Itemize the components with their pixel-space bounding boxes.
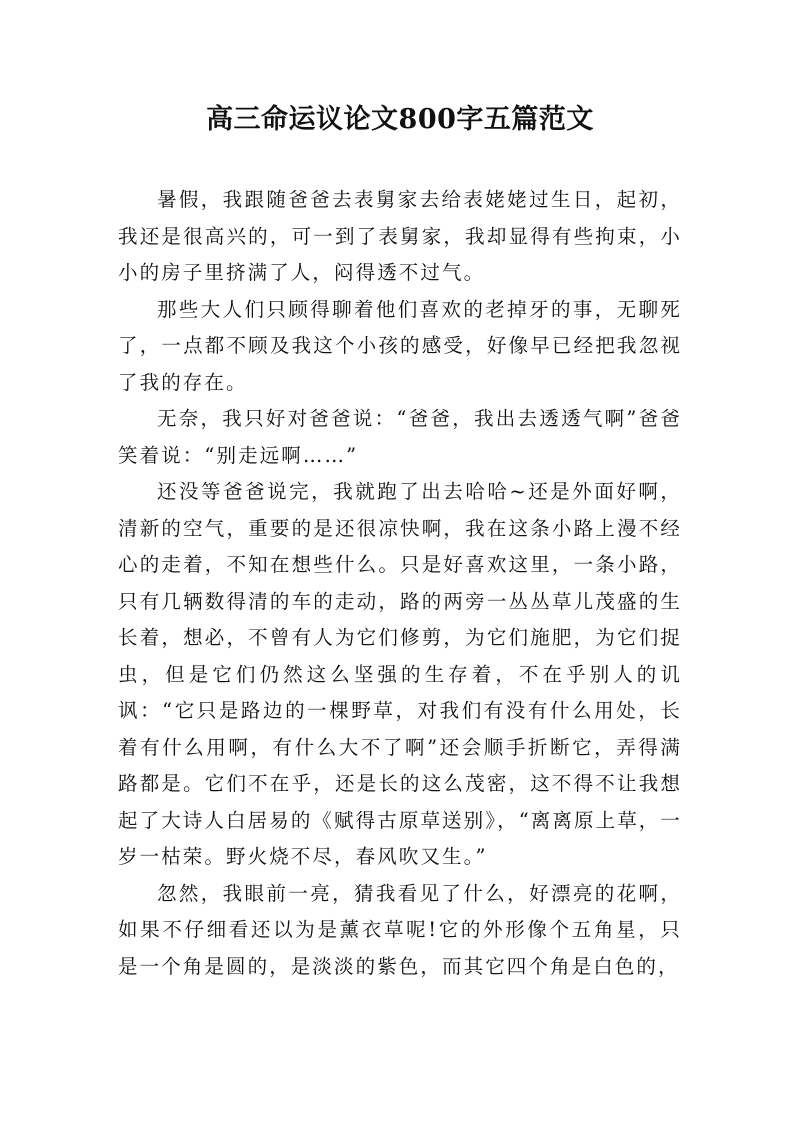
paragraph-1: 暑假，我跟随爸爸去表舅家去给表姥姥过生日，起初，我还是很高兴的，可一到了表舅家，我却显得有些拘束，小小的房子里挤满了人，闷得透不过气。 <box>118 188 682 284</box>
paragraph-5: 忽然，我眼前一亮，猜我看见了什么，好漂亮的花啊，如果不仔细看还以为是薰衣草呢!它的外形像个五角星，只是一个角是圆的，是淡淡的紫色，而其它四个角是白色的， <box>118 881 682 978</box>
paragraph-2: 那些大人们只顾得聊着他们喜欢的老掉牙的事，无聊死了，一点都不顾及我这个小孩的感受，好像早已经把我忽视了我的存在。 <box>118 297 682 394</box>
document-body <box>118 182 682 985</box>
paragraph-4: 还没等爸爸说完，我就跑了出去哈哈~还是外面好啊，清新的空气，重要的是还很凉快啊，我在这条小路上漫不经心的走着，不知在想些什么。只是好喜欢这里，一条小路，只有几辆数得清的车的走动，路的两旁一丛丛草儿茂盛的生长着，想必，不曾有人为它们修剪，为它们施肥，为它们捉虫，但是它们仍然这么坚强的生存着，不在乎别人的讥讽：“它只是路边的一棵野草，对我们有没有什么用处，长着有什么用啊，有什么大不了啊”还会顺手折断它，弄得满路都是。它们不在乎，还是长的这么茂密，这不得不让我想起了大诗人白居易的《赋得古原草送别》，“离离原上草，一岁一枯荣。野火烧不尽，春风吹又生。” <box>118 480 682 868</box>
paragraph-3: 无奈，我只好对爸爸说：“爸爸，我出去透透气啊”爸爸笑着说：“别走远啊……” <box>118 407 682 467</box>
document-title: 高三命运议论文800字五篇范文 <box>206 104 594 135</box>
